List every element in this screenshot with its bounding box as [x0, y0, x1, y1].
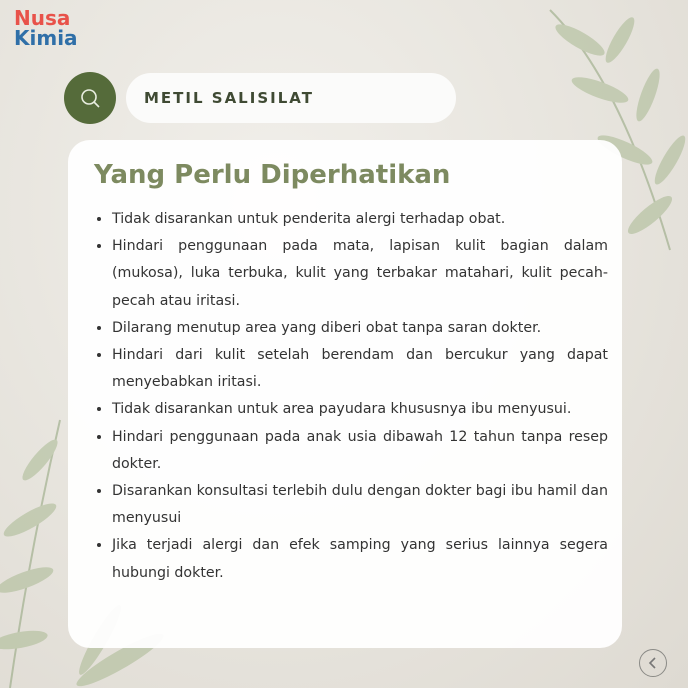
search-input[interactable]: [126, 73, 456, 123]
logo-line-1: Nusa: [14, 6, 71, 30]
search-button[interactable]: [64, 72, 116, 124]
list-item: • Jika terjadi alergi dan efek samping yang serius lainnya segera hubungi dokter.: [112, 532, 608, 586]
list-item: • Hindari penggunaan pada anak usia dibawah 12 tahun tanpa resep dokter.: [112, 424, 608, 478]
info-card: [68, 140, 622, 648]
list-item: • Hindari dari kulit setelah berendam dan bercukur yang dapat menyebabkan iritasi.: [112, 342, 608, 396]
search-icon: [79, 87, 101, 109]
card-title: Yang Perlu Diperhatikan: [94, 160, 451, 190]
list-item: • Dilarang menutup area yang diberi obat tanpa saran dokter.: [112, 315, 608, 342]
chevron-left-icon: [648, 657, 658, 669]
list-item: • Tidak disarankan untuk area payudara khususnya ibu menyusui.: [112, 396, 608, 423]
list-item: • Hindari penggunaan pada mata, lapisan kulit bagian dalam (mukosa), luka terbuka, kulit yang terbakar matahari, kulit pecah-pecah atau iritasi.: [112, 233, 608, 315]
list-item: • Tidak disarankan untuk penderita alergi terhadap obat.: [112, 206, 608, 233]
search-value: METIL SALISILAT: [144, 89, 314, 107]
back-button[interactable]: [639, 649, 667, 677]
nusa-kimia-logo: [14, 8, 78, 48]
precautions-list: [94, 206, 608, 587]
logo-line-2: Kimia: [14, 26, 78, 50]
list-item: • Disarankan konsultasi terlebih dulu dengan dokter bagi ibu hamil dan menyusui: [112, 478, 608, 532]
